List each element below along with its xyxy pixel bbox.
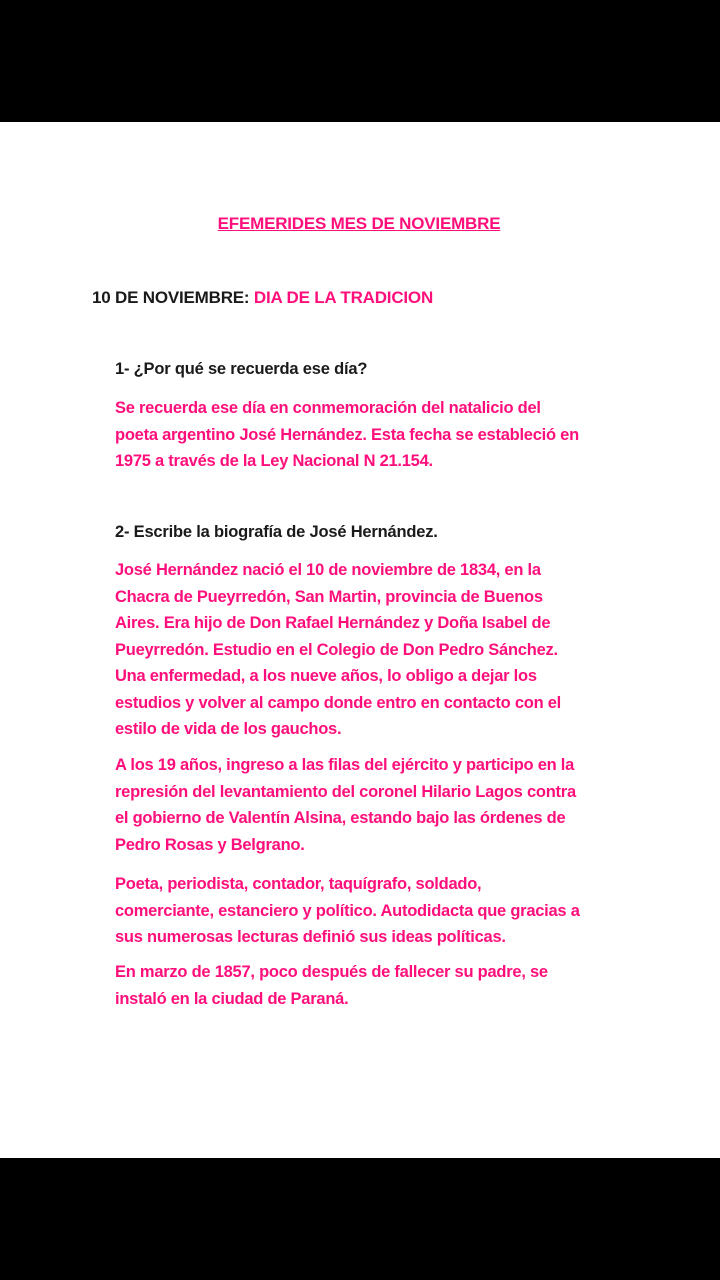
biography-line: estudios y volver al campo donde entro en contacto con el bbox=[115, 693, 562, 712]
answer-1 bbox=[115, 395, 625, 475]
biography-line: Chacra de Pueyrredón, San Martin, provincia de Buenos bbox=[115, 587, 543, 606]
biography-line: represión del levantamiento del coronel Hilario Lagos contra bbox=[115, 782, 576, 801]
biography-line: Poeta, periodista, contador, taquígrafo, soldado, bbox=[115, 875, 482, 893]
document-title: EFEMERIDES MES DE NOVIEMBRE bbox=[217, 214, 501, 233]
biography-line: Pedro Rosas y Belgrano. bbox=[115, 835, 305, 854]
biography-line: Pueyrredón. Estudio en el Colegio de Don Pedro Sánchez. bbox=[115, 640, 558, 659]
biography-line: Aires. Era hijo de Don Rafael Hernández y Doña Isabel de bbox=[115, 614, 551, 632]
answer-1-line: 1975 a través de la Ley Nacional N 21.154. bbox=[115, 452, 433, 470]
date-label: 10 DE NOVIEMBRE: bbox=[92, 288, 250, 307]
biography-line: Una enfermedad, a los nueve años, lo obligo a dejar los bbox=[115, 667, 537, 685]
document-page bbox=[0, 122, 720, 1158]
biography-line: comerciante, estanciero y político. Autodidacta que gracias a bbox=[115, 901, 580, 920]
biography-paragraph-2 bbox=[115, 752, 625, 858]
answer-1-line: Se recuerda ese día en conmemoración del natalicio del bbox=[115, 399, 541, 417]
biography-line: A los 19 años, ingreso a las filas del ejército y participo en la bbox=[115, 756, 575, 774]
biography-line: instaló en la ciudad de Paraná. bbox=[115, 989, 349, 1008]
biography-line: José Hernández nació el 10 de noviembre de 1834, en la bbox=[115, 561, 541, 579]
biography-line: En marzo de 1857, poco después de fallecer su padre, se bbox=[115, 963, 548, 981]
question-1: 1- ¿Por qué se recuerda ese día? bbox=[115, 360, 368, 378]
biography-line: sus numerosas lecturas definió sus ideas políticas. bbox=[115, 928, 506, 946]
question-2: 2- Escribe la biografía de José Hernández. bbox=[115, 523, 438, 541]
biography-paragraph-1 bbox=[115, 557, 625, 743]
biography-line: estilo de vida de los gauchos. bbox=[115, 720, 342, 738]
date-heading bbox=[92, 288, 433, 308]
biography-paragraph-3 bbox=[115, 871, 625, 951]
date-event: DIA DE LA TRADICION bbox=[253, 288, 434, 307]
biography-line: el gobierno de Valentín Alsina, estando bajo las órdenes de bbox=[115, 809, 566, 827]
answer-1-line: poeta argentino José Hernández. Esta fecha se estableció en bbox=[115, 425, 579, 444]
biography-paragraph-4 bbox=[115, 959, 625, 1012]
